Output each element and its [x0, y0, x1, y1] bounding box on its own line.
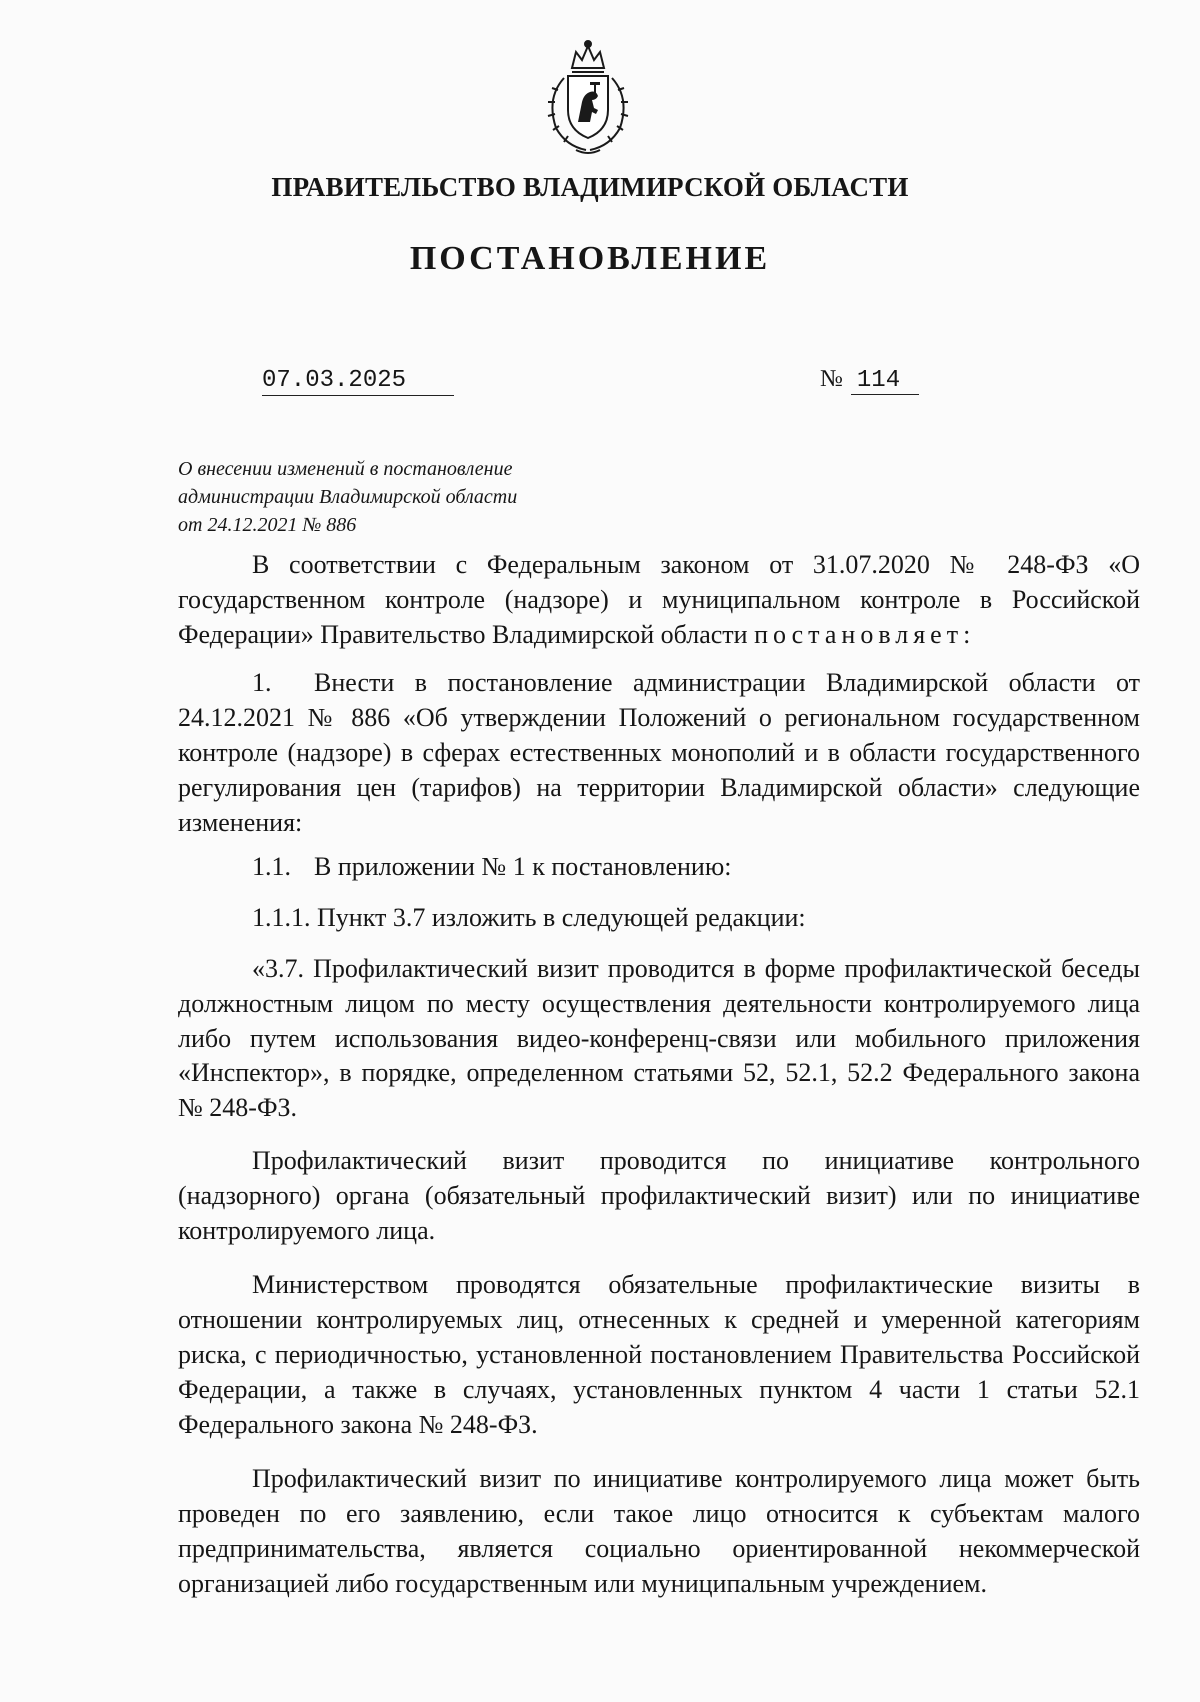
item-1-paragraph: [178, 666, 1140, 840]
document-date: 07.03.2025: [262, 367, 454, 396]
document-subject: [178, 455, 618, 539]
decree-word: постановляет:: [754, 619, 976, 649]
item-1-1-paragraph: [178, 850, 1140, 885]
government-title: ПРАВИТЕЛЬСТВО ВЛАДИМИРСКОЙ ОБЛАСТИ: [271, 172, 909, 202]
ministry-paragraph: Министерством проводятся обязательные профилактические визиты в отношении контролируемых лиц, отнесенных к средней и умеренной категориям риска, с периодичностью, установленной постановлением Правительства Российской Федерации, а также в случаях, установленных пунктом 4 части 1 статьи 52.1 Федерального закона № 248-ФЗ.: [178, 1270, 1140, 1439]
document-number: [820, 366, 919, 395]
number-value: 114: [851, 367, 919, 395]
initiative-paragraph: Профилактический визит проводится по инициативе контрольного (надзорного) органа (обязательный профилактический визит) или по инициативе контролируемого лица.: [178, 1145, 1140, 1245]
item-text: В приложении № 1 к постановлению:: [314, 852, 732, 882]
preamble-text: В соответствии с Федеральным законом от 31.07.2020 № 248-ФЗ «О государственном контроле (надзоре) и муниципальном контроле в Российской Федерации» Правительство Владимирской области: [178, 550, 1140, 649]
item-number: 1.: [252, 668, 272, 698]
item-number: 1.1.: [252, 852, 291, 882]
subject-line: от 24.12.2021 № 886: [178, 514, 357, 536]
subject-line: О внесении изменений в постановление: [178, 458, 513, 480]
clause-3-7-paragraph: «3.7. Профилактический визит проводится в форме профилактической беседы должностным лицом по месту осуществления деятельности контролируемого лица либо путем использования видео-конференц-связи или мобильного приложения «Инспектор», в порядке, определенном статьями 52, 52.1, 52.2 Федерального закона № 248-ФЗ.: [178, 953, 1140, 1123]
preamble-paragraph: [178, 548, 1140, 652]
item-text: Внести в постановление администрации Владимирской области от 24.12.2021 № 886 «Об утверждении Положений о региональном государственном контроле (надзоре) в сферах естественных монополий и в области государственного регулирования цен (тарифов) на территории Владимирской области» следующие изменения:: [178, 668, 1140, 837]
document-body: [178, 548, 1140, 1602]
document-type-title: ПОСТАНОВЛЕНИЕ: [409, 240, 771, 277]
vladimir-region-coat-of-arms-icon: [542, 38, 634, 158]
request-paragraph: Профилактический визит по инициативе контролируемого лица может быть проведен по его заявлению, если такое лицо относится к субъектам малого предпринимательства, является социально ориентированной некоммерческой организацией либо государственным или муниципальным учреждением.: [178, 1464, 1140, 1598]
item-1-1-1-paragraph: 1.1.1. Пункт 3.7 изложить в следующей редакции:: [252, 903, 806, 933]
subject-line: администрации Владимирской области: [178, 486, 518, 508]
number-sign: №: [820, 366, 843, 392]
